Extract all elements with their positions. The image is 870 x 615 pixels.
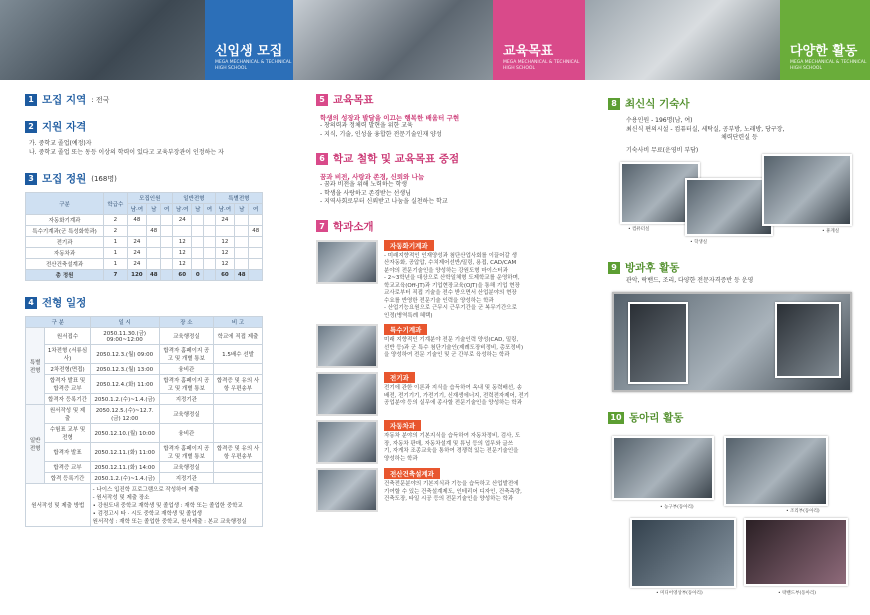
department-body	[384, 420, 520, 464]
apply-method-text	[90, 484, 262, 527]
schedule-header: 비 고	[214, 317, 263, 328]
quota-cell: 자동화기계과	[26, 215, 104, 226]
quota-cell: 7	[104, 270, 128, 281]
region-value: : 전국	[91, 95, 110, 104]
department-name: 특수기계과	[384, 324, 427, 335]
schedule-cell: 교육행정실	[159, 462, 213, 473]
quota-table	[25, 192, 263, 281]
schedule-cell: 지정기관	[159, 473, 213, 484]
schedule-row	[26, 394, 263, 405]
quota-cell: 24	[127, 259, 147, 270]
banner-subtitle: MEGA MECHANICAL & TECHNICAL HIGH SCHOOL	[790, 60, 867, 71]
schedule-cell: 원서작성 및 제출	[45, 405, 90, 424]
quota-cell	[249, 270, 263, 281]
quota-cell	[161, 270, 173, 281]
quota-cell	[161, 215, 173, 226]
banner-photo-activities	[585, 0, 780, 80]
dormitory-line: 수용인원 - 196명(남, 여)	[626, 117, 693, 124]
schedule-row	[26, 405, 263, 424]
quota-cell	[235, 237, 249, 248]
schedule-cell: 합격증 교부	[45, 462, 90, 473]
quota-subheader: 남·여	[127, 204, 147, 215]
section-number: 8	[608, 98, 620, 110]
schedule-cell: 합격자 홈페이지 공고 및 개별 통보	[159, 443, 213, 462]
quota-cell	[204, 270, 216, 281]
schedule-cell: 수험표 교부 및 전형	[45, 424, 90, 443]
photo-lounge	[762, 154, 852, 226]
schedule-row	[26, 424, 263, 443]
quota-cell	[127, 226, 147, 237]
quota-cell	[147, 237, 161, 248]
schedule-cell: 원서접수	[45, 328, 90, 345]
schedule-cell: 융비관	[159, 424, 213, 443]
section-title: 최신식 기숙사	[625, 98, 690, 110]
department-desc-line: - 2~3학년을 대상으로 산학일체형 도제학교를 운영하며,	[384, 275, 520, 281]
schedule-cell: 합격증 및 유의 사항 우편송부	[214, 443, 263, 462]
quota-cell	[147, 248, 161, 259]
banner-photo-students	[0, 0, 205, 80]
quota-cell: 전기과	[26, 237, 104, 248]
schedule-cell: 2050.1.2.(수)~1.4.(금)	[90, 473, 159, 484]
department-desc-line: - 미래지향적인 인재양성과 첨단산업사회를 이끌어갈 생	[384, 252, 517, 259]
quota-subheader: 남	[192, 204, 204, 215]
dormitory-line: 체력단련실 등	[721, 134, 758, 141]
quota-cell	[192, 215, 204, 226]
goal-subtitle: 학생의 성장과 발달을 이끄는 행복한 배움터 구현	[320, 114, 460, 122]
department-desc-line: 배전, 전기기기, 가전기기, 신재생에너지, 전력전자제어, 전기	[384, 392, 529, 399]
photo-rockband-club	[744, 518, 848, 586]
goal-text	[320, 122, 586, 139]
afterschool-text: 관악, 락밴드, 조리, 다양한 전문자격증반 등 운영	[626, 277, 754, 284]
schedule-cell: 2050.12.11.(화) 11:00	[90, 443, 159, 462]
section-title: 방과후 활동	[625, 262, 680, 274]
quota-total-row	[26, 270, 263, 281]
eligibility-text	[29, 140, 270, 157]
schedule-row	[26, 462, 263, 473]
schedule-cell: 2050.11.30.(금) 09:00~12:00	[90, 328, 159, 345]
philosophy-text	[320, 181, 586, 207]
section-eligibility	[25, 119, 270, 134]
quota-cell	[235, 226, 249, 237]
quota-cell	[192, 259, 204, 270]
department-name: 전기과	[384, 372, 415, 383]
quota-cell	[249, 215, 263, 226]
apply-method-line: • 검정고시 타 · 시도 중학교 재학생 및 졸업생	[92, 511, 202, 517]
department-card	[316, 420, 586, 464]
schedule-row	[26, 443, 263, 462]
department-desc-line: 장, 자동차 판매, 자동차설계 및 튜닝 등의 업무와 글쓰	[384, 440, 514, 447]
quota-header: 모집인원	[127, 193, 172, 204]
quota-row	[26, 237, 263, 248]
quota-cell: 24	[172, 215, 192, 226]
department-desc-line: - 산업기능요원으로 근무시 근무기간을 군 복무기간으로	[384, 305, 517, 311]
section-departments	[316, 219, 586, 234]
schedule-cell: 2050.12.3.(월) 09:00	[90, 345, 159, 364]
club-caption: • 조리부(동아리)	[786, 509, 820, 514]
section-title: 모집 지역	[42, 94, 87, 106]
schedule-row	[26, 484, 263, 527]
schedule-row	[26, 364, 263, 375]
section-region	[25, 92, 270, 107]
philosophy-line: - 꿈과 비전을 위해 노력하는 학생	[320, 181, 408, 188]
quota-cell: 1	[104, 237, 128, 248]
schedule-cell: 합격 등록기간	[45, 473, 90, 484]
quota-cell: 1	[104, 259, 128, 270]
quota-header: 구분	[26, 193, 104, 215]
department-desc-line: 수요를 반영한 전문기술 인력을 양성하는 학과	[384, 297, 494, 304]
department-body	[384, 372, 529, 416]
department-desc-line: 교사로부터 직접 기술을 전수 받으면서 산업분야의 현장	[384, 290, 517, 296]
department-body	[384, 324, 523, 368]
philosophy-line: - 지역사회로부터 신뢰받고 나눔을 실천하는 학교	[320, 198, 448, 205]
quota-cell: 2	[104, 226, 128, 237]
goal-line: - 창의력과 정체력 발현을 위한 교육	[320, 122, 413, 129]
quota-cell: 48	[249, 226, 263, 237]
schedule-cell: 2050.12.10.(월) 10:00	[90, 424, 159, 443]
club-caption: • 미디어영상부(동아리)	[656, 591, 703, 596]
quota-cell: 총 정원	[26, 270, 104, 281]
banner-block-recruit	[205, 0, 293, 80]
schedule-row	[26, 328, 263, 345]
section-title: 동아리 활동	[629, 412, 684, 424]
banner-photo-computer-lab	[293, 0, 493, 80]
department-photo	[316, 420, 378, 464]
department-body	[384, 240, 520, 321]
department-desc-line: 선반 등)과 군 특수 첨단기술인(제례도장비정비, 총포정비)	[384, 344, 524, 351]
section-afterschool	[608, 260, 679, 275]
schedule-row	[26, 473, 263, 484]
quota-cell: 60	[172, 270, 192, 281]
section-number: 6	[316, 153, 328, 165]
philosophy-line: - 학생을 사랑하고 존경받는 선생님	[320, 189, 411, 197]
section-number: 9	[608, 262, 620, 274]
schedule-cell	[214, 424, 263, 443]
eligibility-line: 나. 중학교 졸업 또는 동등 이상의 학력이 있다고 교육부장관이 인정하는 자	[29, 148, 224, 156]
department-name: 자동차과	[384, 420, 421, 431]
section-clubs	[608, 410, 683, 425]
quota-row	[26, 248, 263, 259]
schedule-cell: 합격자 발표	[45, 443, 90, 462]
quota-cell	[147, 259, 161, 270]
section-title: 교육목표	[333, 94, 374, 106]
quota-cell	[204, 259, 216, 270]
section-title: 학과소개	[333, 220, 374, 233]
quota-cell	[192, 226, 204, 237]
department-desc-line: 분야의 전문기술인을 양성하는 강원도형 마이스터과	[384, 267, 508, 274]
column-admission	[25, 92, 270, 527]
apply-method-line: - 원서작성 및 제출 장소	[92, 495, 150, 501]
schedule-cell: 학교에 직접 제출	[214, 328, 263, 345]
quota-cell: 12	[172, 237, 192, 248]
quota-cell	[161, 248, 173, 259]
photo-media-club	[630, 518, 736, 588]
department-desc-line: 건축도장, 타일 시공 등의 전문기술인을 양성하는 학과	[384, 496, 514, 502]
schedule-header: 일 시	[90, 317, 159, 328]
banner-block-goals	[493, 0, 585, 80]
quota-row	[26, 226, 263, 237]
quota-cell	[204, 237, 216, 248]
apply-method-label: 원서작성 및 제출 방법	[26, 484, 91, 527]
quota-cell	[249, 237, 263, 248]
schedule-cell: 지정기관	[159, 394, 213, 405]
department-desc-line: 기여할 수 있는 건축설계제도, 인테리어 디자인, 건축측량,	[384, 488, 522, 495]
schedule-header: 장 소	[159, 317, 213, 328]
schedule-cell: 융비관	[159, 364, 213, 375]
quota-cell: 48	[127, 215, 147, 226]
section-number: 7	[316, 220, 328, 232]
photo-basketball-club	[612, 436, 714, 500]
quota-cell	[215, 226, 235, 237]
section-number: 1	[25, 94, 37, 106]
quota-row	[26, 259, 263, 270]
dormitory-text	[626, 117, 853, 155]
schedule-cell: 1차전형 (서류심사)	[45, 345, 90, 364]
quota-cell: 1	[104, 248, 128, 259]
apply-method-line: 원서작성 : 재학 또는 졸업한 중학교, 원서제출 : 본교 교육행정실	[92, 519, 247, 525]
department-body	[384, 468, 522, 512]
quota-cell: 60	[215, 270, 235, 281]
quota-cell	[172, 226, 192, 237]
section-title: 지원 자격	[42, 121, 87, 133]
quota-subheader: 남·여	[215, 204, 235, 215]
quota-subheader: 남·여	[172, 204, 192, 215]
section-dormitory	[608, 96, 853, 111]
dorm-caption: • 학생실	[690, 240, 708, 245]
section-number: 3	[25, 173, 37, 185]
schedule-row	[26, 375, 263, 394]
quota-cell	[161, 226, 173, 237]
banner-block-activities	[780, 0, 870, 80]
dorm-caption: • 컴퓨터실	[628, 227, 650, 232]
department-list	[316, 240, 586, 513]
quota-cell: 48	[235, 270, 249, 281]
quota-cell	[249, 259, 263, 270]
department-card	[316, 468, 586, 512]
top-banner	[0, 0, 870, 80]
apply-method-line: • 강원도내 중학교 재학생 및 졸업생 : 재학 또는 졸업한 중학교	[92, 503, 243, 509]
quota-header: 특별전형	[215, 193, 262, 204]
schedule-cell	[214, 364, 263, 375]
photo-student-room	[685, 178, 773, 236]
department-card	[316, 324, 586, 368]
schedule-cell: 2050.12.5.(수)~12.7.(금) 12:00	[90, 405, 159, 424]
schedule-cell: 합격자 홈페이지 공고 및 개별 통보	[159, 375, 213, 394]
eligibility-line: 가. 중학교 졸업(예정)자	[29, 140, 92, 147]
banner-title: 다양한 활동	[790, 44, 858, 59]
section-title: 모집 정원	[42, 173, 87, 185]
schedule-row	[26, 345, 263, 364]
photo-band-inset	[775, 302, 841, 378]
section-philosophy	[316, 151, 586, 166]
quota-header: 일반전형	[172, 193, 215, 204]
quota-header: 학급수	[104, 193, 128, 215]
banner-subtitle: MEGA MECHANICAL & TECHNICAL HIGH SCHOOL	[503, 60, 580, 71]
department-desc-line: 인정(병역특례 혜택)	[384, 312, 433, 319]
quota-cell: 12	[172, 248, 192, 259]
quota-cell: 24	[127, 248, 147, 259]
schedule-cell: 합격자 발표 및 합격증 교부	[45, 375, 90, 394]
section-schedule	[25, 295, 270, 310]
column-activities	[608, 96, 853, 155]
department-desc-line: 산자동화, 공압압, 수치제어선반/밀링, 용접, CAD/CAM	[384, 260, 517, 266]
quota-cell	[235, 248, 249, 259]
section-number: 10	[608, 412, 624, 424]
department-desc-line: 건축전문분야의 기본지식과 기능을 습득하고 산업발전에	[384, 481, 519, 487]
quota-subheader: 남	[235, 204, 249, 215]
section-number: 2	[25, 121, 37, 133]
department-desc-line: 학교교육(Off-JT)과 기업현장교육(OJT)을 통해 기업 현장	[384, 282, 520, 289]
club-caption: • 농구부(동아리)	[660, 505, 694, 510]
quota-cell: 24	[127, 237, 147, 248]
column-goals	[316, 92, 586, 516]
banner-title: 신입생 모집	[215, 44, 283, 59]
quota-cell: 12	[215, 237, 235, 248]
section-title: 학교 철학 및 교육목표 중점	[333, 153, 460, 165]
quota-cell	[249, 248, 263, 259]
club-caption: • 락밴드부(동아리)	[778, 591, 817, 596]
goal-line: - 지식, 기술, 인성을 융합한 전문기술인재 양성	[320, 130, 442, 138]
quota-subheader: 여	[161, 204, 173, 215]
department-name: 전산건축설계과	[384, 468, 440, 479]
schedule-group-label: 일반전형	[26, 405, 45, 484]
quota-cell	[204, 215, 216, 226]
section-title: 전형 일정	[42, 297, 87, 309]
department-card	[316, 372, 586, 416]
schedule-cell: 합격자 등록기간	[45, 394, 90, 405]
quota-cell: 전산건축설계과	[26, 259, 104, 270]
quota-cell: 12	[215, 259, 235, 270]
schedule-table	[25, 316, 263, 527]
quota-cell: 0	[192, 270, 204, 281]
quota-cell: 48	[147, 226, 161, 237]
quota-cell	[192, 248, 204, 259]
department-desc-line: 미래 지향적인 기계분야 전문 기술인력 양성(CAD, 밀링,	[384, 337, 519, 343]
quota-cell: 24	[215, 215, 235, 226]
section-number: 4	[25, 297, 37, 309]
schedule-header: 구 분	[26, 317, 91, 328]
quota-cell: 12	[172, 259, 192, 270]
schedule-cell: 2050.1.2.(수)~1.4.(금)	[90, 394, 159, 405]
quota-cell	[147, 215, 161, 226]
department-photo	[316, 240, 378, 284]
photo-band-inset	[628, 302, 688, 384]
schedule-cell: 2차전형(면접)	[45, 364, 90, 375]
schedule-cell: 2050.12.11.(화) 14:00	[90, 462, 159, 473]
quota-cell: 48	[147, 270, 161, 281]
department-desc-line: 자동차 분야의 기본지식을 습득하여 자동차정비, 검사, 도	[384, 433, 521, 439]
apply-method-line: - 나이스 입진학 프로그램으로 작성하여 제출	[92, 487, 200, 493]
schedule-cell: 교육행정실	[159, 405, 213, 424]
department-desc-line: 양성하는 학과	[384, 455, 418, 462]
schedule-cell: 1.5배수 선발	[214, 345, 263, 364]
schedule-cell: 합격증 및 유의 사항 우편송부	[214, 375, 263, 394]
department-name: 자동화기계과	[384, 240, 434, 251]
photo-cooking-club	[724, 436, 828, 506]
department-desc-line: 전기에 관한 이론과 지식을 습득하여 옥내 및 동력배선, 송	[384, 385, 522, 391]
schedule-cell: 합격자 홈페이지 공고 및 개별 통보	[159, 345, 213, 364]
quota-cell	[192, 237, 204, 248]
quota-cell: 특수기계과(군 특성화학과)	[26, 226, 104, 237]
department-photo	[316, 324, 378, 368]
banner-title: 교육목표	[503, 44, 554, 59]
quota-cell	[161, 237, 173, 248]
schedule-cell	[214, 394, 263, 405]
quota-cell	[204, 248, 216, 259]
schedule-cell	[214, 462, 263, 473]
department-desc-line: 기, 자게차 조종교육을 통하여 경쟁력 있는 전문기술인을	[384, 448, 519, 454]
schedule-cell	[214, 405, 263, 424]
department-desc-line: 을 양성하여 전문 기술인 및 군 간부로 육성하는 학과	[384, 352, 510, 358]
department-card	[316, 240, 586, 321]
dormitory-line: 기숙사비 무료(운영비 부담)	[626, 146, 699, 154]
quota-cell: 자동차과	[26, 248, 104, 259]
dorm-caption: • 휴게실	[822, 229, 840, 234]
quota-cell	[235, 215, 249, 226]
quota-subheader: 남	[147, 204, 161, 215]
quota-cell	[204, 226, 216, 237]
quota-subheader: 여	[204, 204, 216, 215]
schedule-cell: 2050.12.3.(월) 13:00	[90, 364, 159, 375]
department-photo	[316, 468, 378, 512]
section-number: 5	[316, 94, 328, 106]
quota-cell: 120	[127, 270, 147, 281]
quota-cell: 2	[104, 215, 128, 226]
schedule-cell: 교육행정실	[159, 328, 213, 345]
quota-cell	[161, 259, 173, 270]
quota-cell	[235, 259, 249, 270]
department-desc-line: 공업분야 등의 실무에 종사할 전문기술인을 양성하는 학과	[384, 400, 523, 406]
section-quota	[25, 171, 270, 186]
schedule-cell	[214, 473, 263, 484]
department-photo	[316, 372, 378, 416]
schedule-group-label: 특별전형	[26, 328, 45, 405]
dormitory-line: 최신식 편의시설 - 컴퓨터실, 세탁실, 공부방, 노래방, 당구장,	[626, 125, 785, 133]
quota-subheader: 여	[249, 204, 263, 215]
quota-total-note: (168명)	[91, 174, 117, 183]
banner-subtitle: MEGA MECHANICAL & TECHNICAL HIGH SCHOOL	[215, 60, 292, 71]
quota-cell: 12	[215, 248, 235, 259]
schedule-cell: 2050.12.4.(화) 11:00	[90, 375, 159, 394]
philosophy-subtitle: 꿈과 비전, 사랑과 존경, 신뢰와 나눔	[320, 173, 425, 181]
quota-row	[26, 215, 263, 226]
section-goal	[316, 92, 586, 107]
